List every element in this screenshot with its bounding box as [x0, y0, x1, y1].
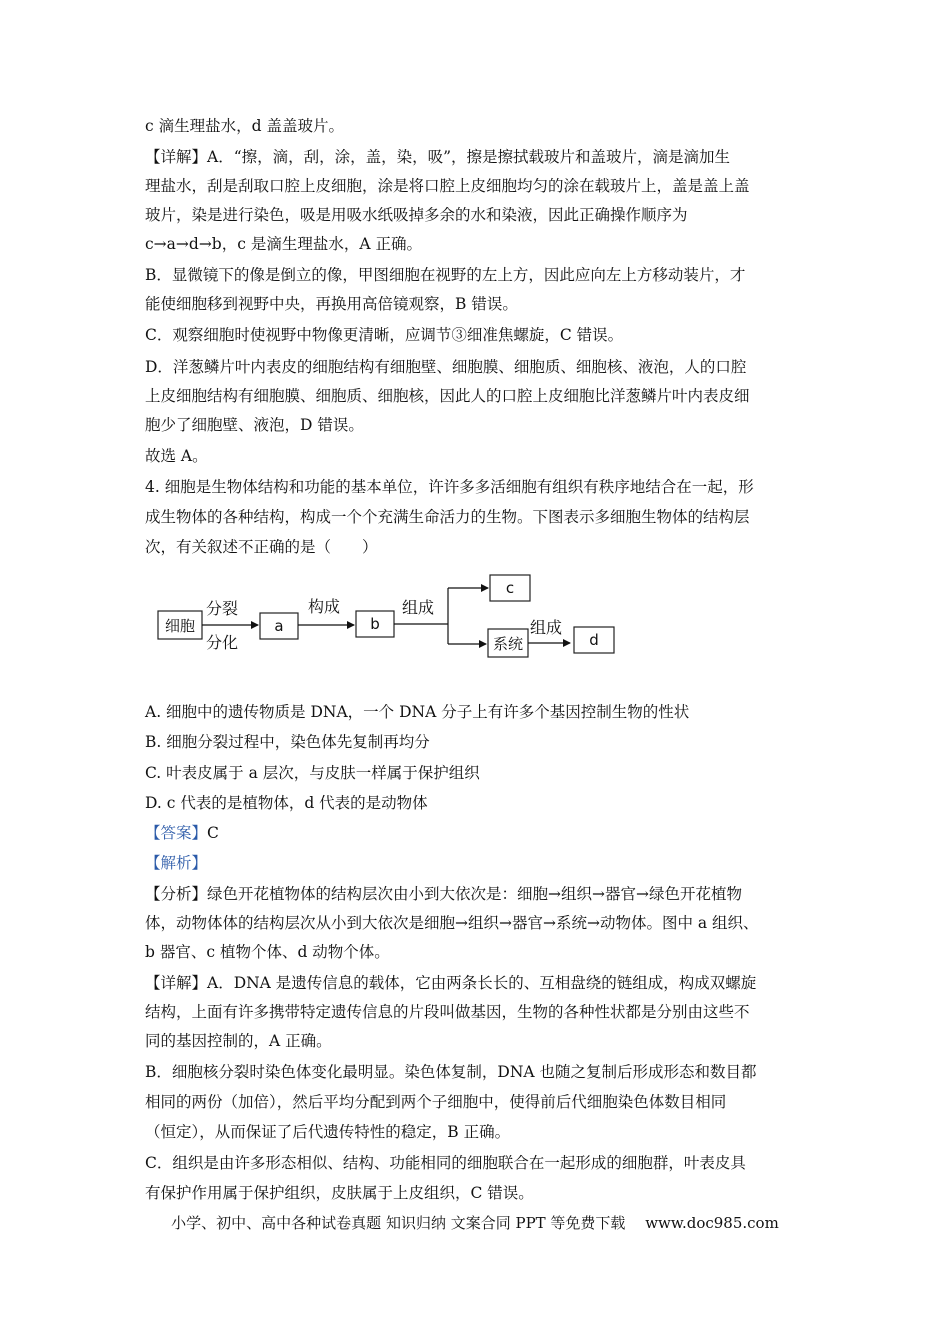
option-b: B. 细胞分裂过程中，染色体先复制再均分 — [145, 733, 430, 751]
analysis-line: 体，动物体体的结构层次从小到大依次是细胞→组织→器官→系统→动物体。图中 a 组织、 — [145, 914, 759, 932]
answer-tag: 【答案】 — [145, 824, 208, 842]
answer-line — [145, 819, 805, 848]
text-line: 玻片，染是进行染色，吸是用吸水纸吸掉多余的水和染液，因此正确操作顺序为 — [145, 206, 688, 224]
answer-value: C — [207, 824, 219, 842]
option-d: D. c 代表的是植物体，d 代表的是动物体 — [145, 794, 428, 812]
question-stem: 4. 细胞是生物体结构和功能的基本单位，许许多多活细胞有组织有秩序地结合在一起，形 — [145, 478, 754, 496]
text-line: B．显微镜下的像是倒立的像，甲图细胞在视野的左上方，因此应向左上方移动装片，才 — [145, 266, 746, 284]
analysis-line: 【分析】绿色开花植物体的结构层次由小到大依次是：细胞→组织→器官→绿色开花植物 — [145, 885, 742, 903]
text-line: 胞少了细胞壁、液泡，D 错误。 — [145, 416, 364, 434]
question-stem: 次，有关叙述不正确的是（ ） — [145, 538, 378, 556]
c-label: c — [505, 579, 515, 597]
cell-label: 细胞 — [164, 617, 196, 635]
page-footer: 小学、初中、高中各种试卷真题 知识归纳 文案合同 PPT 等免费下载 www.doc985.com — [171, 1214, 779, 1232]
b-label: b — [370, 615, 380, 633]
d-label: d — [589, 631, 599, 649]
analysis-tag: 【解析】 — [145, 854, 208, 872]
text-line: c→a→d→b，c 是滴生理盐水，A 正确。 — [145, 235, 422, 253]
system-label: 系统 — [492, 635, 524, 653]
analysis-line: B．细胞核分裂时染色体变化最明显。染色体复制，DNA 也随之复制后形成形态和数目都 — [145, 1063, 757, 1081]
differentiate-label: 分化 — [206, 633, 239, 652]
text-line: 故选 A。 — [145, 447, 208, 465]
text-line: 理盐水，刮是刮取口腔上皮细胞，涂是将口腔上皮细胞均匀的涂在载玻片上，盖是盖上盖 — [145, 177, 750, 195]
compose-label-2: 组成 — [530, 618, 563, 637]
text-line: 上皮细胞结构有细胞膜、细胞质、细胞核，因此人的口腔上皮细胞比洋葱鳞片叶内表皮细 — [145, 387, 750, 405]
analysis-line: （恒定），从而保证了后代遗传特性的稳定，B 正确。 — [145, 1123, 511, 1141]
question-stem: 成生物体的各种结构，构成一个个充满生命活力的生物。下图表示多细胞生物体的结构层 — [145, 508, 750, 526]
form-label: 构成 — [308, 597, 341, 616]
text-line: D．洋葱鳞片叶内表皮的细胞结构有细胞壁、细胞膜、细胞质、细胞核、液泡，人的口腔 — [145, 358, 747, 376]
option-a: A. 细胞中的遗传物质是 DNA，一个 DNA 分子上有许多个基因控制生物的性状 — [145, 703, 690, 721]
analysis-line: C．组织是由许多形态相似、结构、功能相同的细胞联合在一起形成的细胞群，叶表皮具 — [145, 1154, 746, 1172]
analysis-line: 有保护作用属于保护组织，皮肤属于上皮组织，C 错误。 — [145, 1184, 534, 1202]
text-line: 【详解】A．“擦，滴，刮，涂，盖，染，吸”，擦是擦拭载玻片和盖玻片，滴是滴加生 — [145, 148, 731, 166]
compose-label: 组成 — [402, 598, 435, 617]
structure-level-diagram — [150, 568, 630, 668]
analysis-line: 结构，上面有许多携带特定遗传信息的片段叫做基因，生物的各种性状都是分别由这些不 — [145, 1003, 750, 1021]
analysis-line: b 器官、c 植物个体、d 动物个体。 — [145, 943, 390, 961]
analysis-line: 相同的两份（加倍），然后平均分配到两个子细胞中，使得前后代细胞染色体数目相同 — [145, 1093, 727, 1111]
divide-label: 分裂 — [206, 599, 239, 618]
text-line: C．观察细胞时使视野中物像更清晰，应调节③细准焦螺旋，C 错误。 — [145, 326, 624, 344]
analysis-line: 【详解】A．DNA 是遗传信息的载体，它由两条长长的、互相盘绕的链组成，构成双螺旋 — [145, 974, 757, 992]
option-c: C. 叶表皮属于 a 层次，与皮肤一样属于保护组织 — [145, 764, 480, 782]
analysis-line: 同的基因控制的，A 正确。 — [145, 1032, 332, 1050]
text-line: c 滴生理盐水，d 盖盖玻片。 — [145, 117, 344, 135]
text-line: 能使细胞移到视野中央，再换用高倍镜观察，B 错误。 — [145, 295, 518, 313]
a-label: a — [274, 617, 284, 635]
